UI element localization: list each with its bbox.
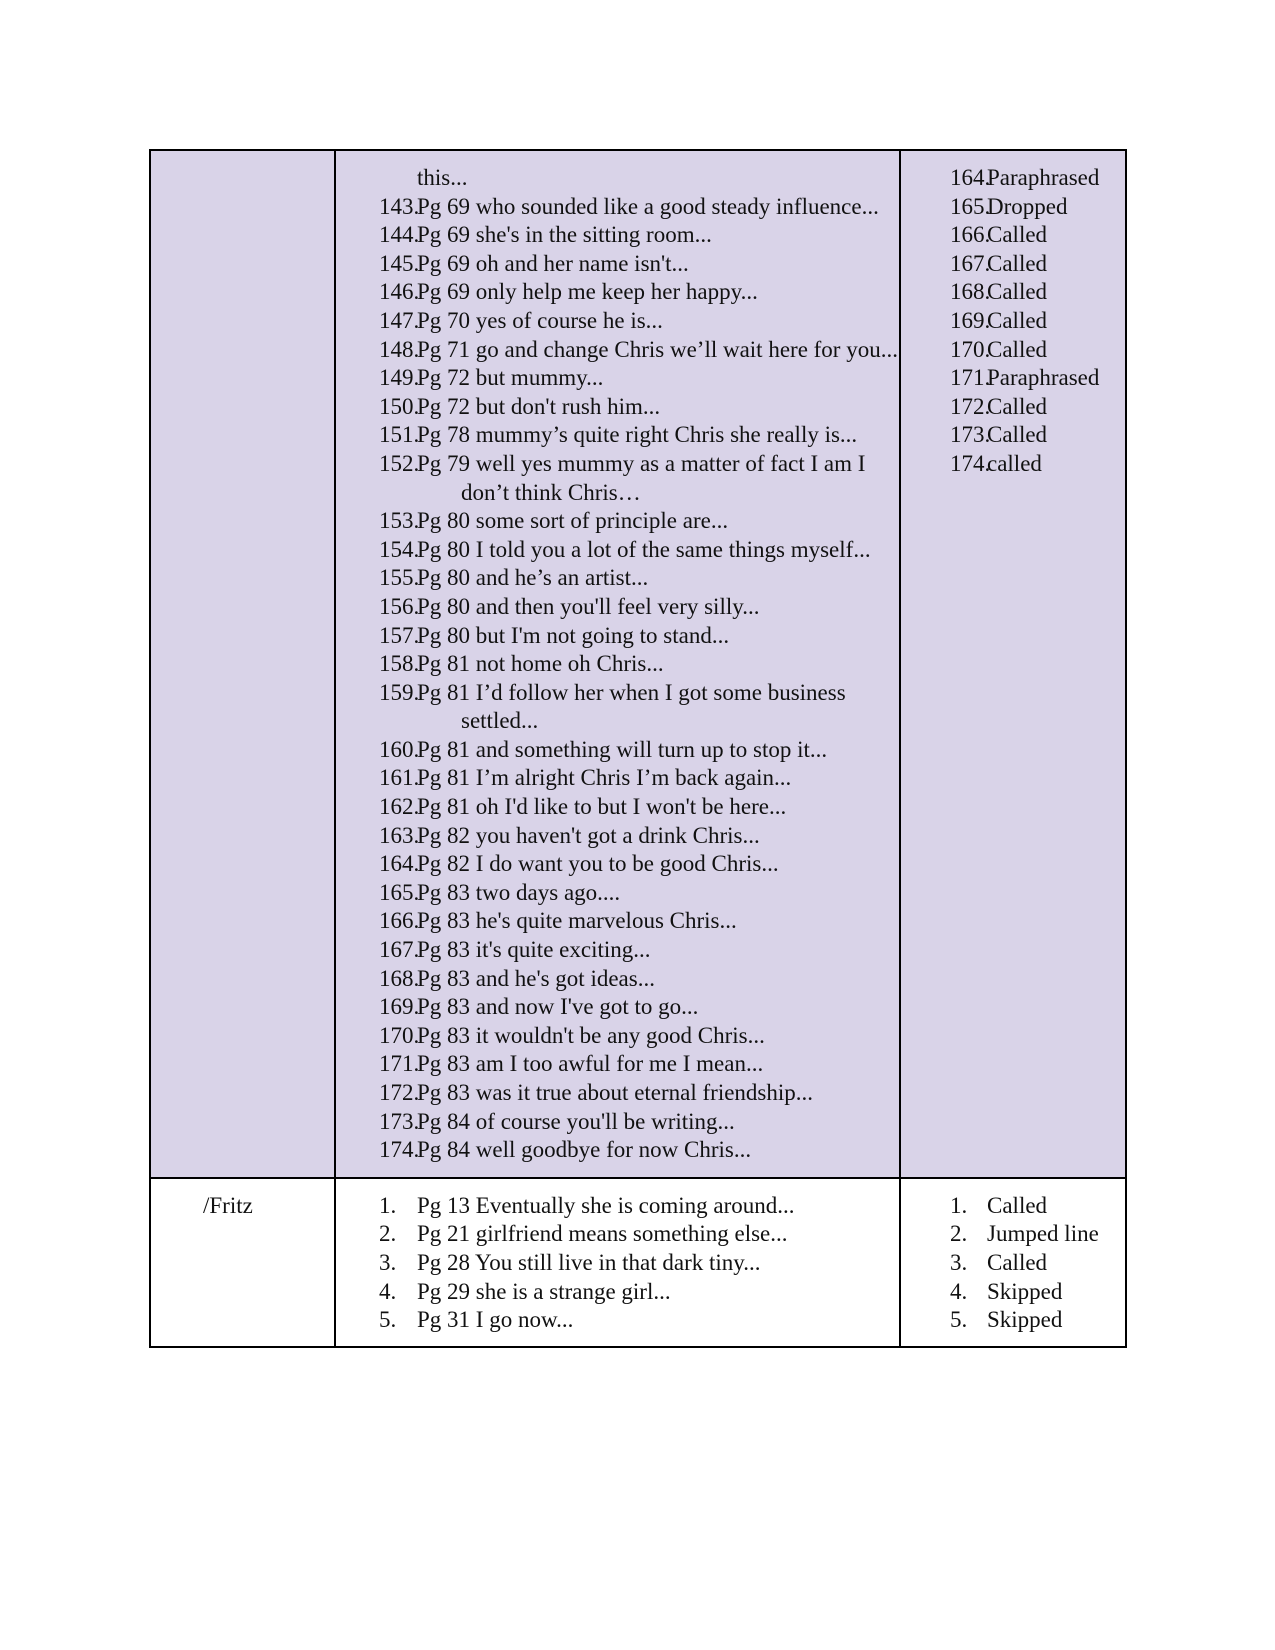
line-number: 167. (379, 937, 420, 963)
line-item (379, 278, 899, 307)
line-item (379, 593, 899, 622)
line-text: Pg 83 and he's got ideas... (417, 965, 655, 991)
line-item (379, 650, 899, 679)
line-item (379, 193, 899, 222)
line-text: Pg 13 Eventually she is coming around... (417, 1192, 795, 1218)
result-number: 1. (950, 1192, 968, 1218)
line-item (379, 907, 899, 936)
result-number: 164. (950, 165, 991, 190)
line-number: 145. (379, 250, 420, 276)
line-text: Pg 84 of course you'll be writing... (417, 1108, 735, 1134)
line-number: 174. (379, 1137, 420, 1163)
results-list (950, 164, 1125, 479)
table-row (150, 150, 1126, 1178)
line-item (379, 822, 899, 851)
result-number: 3. (950, 1249, 968, 1275)
line-item (379, 393, 899, 422)
line-item (379, 536, 899, 565)
result-item (950, 336, 1125, 365)
line-text: Pg 69 who sounded like a good steady influence... (417, 193, 879, 219)
result-number: 171. (950, 365, 991, 391)
line-text: Pg 28 You still live in that dark tiny... (417, 1249, 761, 1275)
line-number: 146. (379, 279, 420, 305)
line-item (379, 1050, 899, 1079)
line-text: Pg 80 but I'm not going to stand... (417, 622, 730, 648)
line-text: Pg 81 I’m alright Chris I’m back again... (417, 765, 792, 791)
line-text: Pg 78 mummy’s quite right Chris she really is... (417, 422, 858, 448)
lines-list (379, 193, 899, 1165)
line-item (379, 1136, 899, 1165)
notes-table (149, 149, 1127, 1348)
line-item (379, 1306, 899, 1335)
result-text: Dropped (987, 193, 1068, 219)
results-cell (900, 1178, 1126, 1347)
line-number: 151. (379, 422, 420, 448)
line-number: 166. (379, 908, 420, 934)
table-row (150, 1178, 1126, 1347)
character-name: /Fritz (203, 1192, 253, 1218)
line-item (379, 850, 899, 879)
result-text: Called (987, 1192, 1048, 1218)
result-item (950, 1278, 1125, 1307)
line-number: 155. (379, 565, 420, 591)
line-text: Pg 83 it wouldn't be any good Chris... (417, 1022, 765, 1048)
line-number: 150. (379, 393, 420, 419)
line-number: 158. (379, 651, 420, 677)
result-number: 4. (950, 1278, 968, 1304)
line-text: Pg 81 not home oh Chris... (417, 651, 664, 677)
result-item (950, 193, 1125, 222)
result-number: 168. (950, 279, 991, 305)
line-continuation: this... (417, 165, 468, 190)
line-text: Pg 83 two days ago.... (417, 879, 621, 905)
line-number: 172. (379, 1080, 420, 1105)
line-number: 160. (379, 736, 420, 762)
line-item (379, 1192, 899, 1221)
result-item (950, 307, 1125, 336)
result-text: Called (987, 222, 1048, 248)
line-number: 170. (379, 1022, 420, 1048)
result-item (950, 278, 1125, 307)
line-number: 143. (379, 193, 420, 219)
line-item (379, 421, 899, 450)
line-text: Pg 69 only help me keep her happy... (417, 279, 758, 305)
line-number: 163. (379, 822, 420, 848)
line-number: 5. (379, 1307, 397, 1333)
line-text: Pg 69 she's in the sitting room... (417, 222, 712, 248)
result-item (950, 1306, 1125, 1335)
line-number: 154. (379, 536, 420, 562)
result-item (950, 1192, 1125, 1221)
line-item (379, 965, 899, 994)
line-text: Pg 72 but mummy... (417, 365, 604, 391)
result-number: 5. (950, 1307, 968, 1333)
line-number: 148. (379, 336, 420, 362)
result-number: 165. (950, 193, 991, 219)
result-text: Called (987, 1249, 1048, 1275)
line-number: 161. (379, 765, 420, 791)
line-text: Pg 83 he's quite marvelous Chris... (417, 908, 737, 934)
result-number: 174. (950, 450, 991, 476)
line-item (379, 507, 899, 536)
result-item (950, 450, 1125, 479)
line-item (379, 736, 899, 765)
line-number: 168. (379, 965, 420, 991)
line-item (379, 336, 899, 365)
result-text: Paraphrased (987, 365, 1100, 391)
line-item (379, 1249, 899, 1278)
line-number: 171. (379, 1051, 420, 1077)
line-number: 2. (379, 1221, 397, 1247)
line-text: Pg 69 oh and her name isn't... (417, 250, 689, 276)
line-item (379, 879, 899, 908)
line-text: Pg 80 some sort of principle are... (417, 508, 729, 534)
line-text: Pg 82 I do want you to be good Chris... (417, 851, 779, 877)
line-number: 173. (379, 1108, 420, 1134)
line-text: Pg 29 she is a strange girl... (417, 1278, 671, 1304)
line-item (379, 450, 899, 507)
line-text: Pg 21 girlfriend means something else... (417, 1221, 788, 1247)
result-number: 170. (950, 336, 991, 362)
line-item (379, 364, 899, 393)
line-text: Pg 83 it's quite exciting... (417, 937, 651, 963)
line-text: Pg 81 oh I'd like to but I won't be here... (417, 794, 787, 820)
line-text: Pg 80 and he’s an artist... (417, 565, 649, 591)
line-text: Pg 31 I go now... (417, 1307, 574, 1333)
result-item (950, 421, 1125, 450)
line-text: Pg 81 and something will turn up to stop it... (417, 736, 828, 762)
line-number: 156. (379, 593, 420, 619)
line-item (379, 1079, 899, 1108)
line-item (379, 1220, 899, 1249)
line-number: 157. (379, 622, 420, 648)
line-number: 144. (379, 222, 420, 248)
line-item (379, 307, 899, 336)
line-number: 149. (379, 365, 420, 391)
line-item (379, 1108, 899, 1137)
result-text: Called (987, 422, 1048, 448)
character-name (151, 151, 334, 164)
line-number: 147. (379, 307, 420, 333)
line-text: Pg 84 well goodbye for now Chris... (417, 1137, 752, 1163)
line-number: 152. (379, 450, 420, 476)
line-number: 1. (379, 1192, 397, 1218)
lines-list (379, 1192, 899, 1335)
result-text: Jumped line (987, 1221, 1099, 1247)
result-item (950, 364, 1125, 393)
character-cell (150, 150, 335, 1178)
results-list (950, 1192, 1125, 1335)
line-number: 153. (379, 508, 420, 534)
result-text: Paraphrased (987, 165, 1100, 190)
result-text: Skipped (987, 1278, 1063, 1304)
line-text: Pg 83 and now I've got to go... (417, 994, 699, 1020)
line-item (379, 936, 899, 965)
line-text: Pg 83 was it true about eternal friendship... (417, 1080, 814, 1105)
line-item (379, 1022, 899, 1051)
line-text: Pg 71 go and change Chris we’ll wait here for you... (417, 336, 898, 362)
result-item (950, 221, 1125, 250)
line-item (379, 622, 899, 651)
line-text: Pg 70 yes of course he is... (417, 307, 663, 333)
line-number: 4. (379, 1278, 397, 1304)
line-item (379, 250, 899, 279)
result-number: 172. (950, 393, 991, 419)
result-text: called (987, 450, 1042, 476)
line-item (379, 793, 899, 822)
result-text: Called (987, 307, 1048, 333)
line-item (379, 764, 899, 793)
result-item (950, 1249, 1125, 1278)
result-number: 169. (950, 307, 991, 333)
line-number: 159. (379, 679, 420, 705)
result-number: 167. (950, 250, 991, 276)
result-number: 173. (950, 422, 991, 448)
character-cell (150, 1178, 335, 1347)
line-number: 164. (379, 851, 420, 877)
result-text: Called (987, 279, 1048, 305)
line-number: 169. (379, 994, 420, 1020)
result-item (950, 393, 1125, 422)
results-cell (900, 150, 1126, 1178)
result-item (950, 250, 1125, 279)
line-text: Pg 83 am I too awful for me I mean... (417, 1051, 764, 1077)
lines-cell (335, 150, 900, 1178)
result-text: Called (987, 250, 1048, 276)
line-text: Pg 82 you haven't got a drink Chris... (417, 822, 760, 848)
result-item (950, 1220, 1125, 1249)
line-text: Pg 81 I’d follow her when I got some business settled... (417, 679, 846, 734)
line-item (379, 679, 899, 736)
result-text: Called (987, 393, 1048, 419)
line-number: 3. (379, 1249, 397, 1275)
line-item (379, 221, 899, 250)
line-number: 165. (379, 879, 420, 905)
line-text: Pg 80 I told you a lot of the same things myself... (417, 536, 871, 562)
line-item (379, 564, 899, 593)
line-item (379, 1278, 899, 1307)
result-item (950, 164, 1125, 193)
lines-cell (335, 1178, 900, 1347)
result-text: Skipped (987, 1307, 1063, 1333)
line-text: Pg 72 but don't rush him... (417, 393, 661, 419)
result-number: 166. (950, 222, 991, 248)
line-item (379, 993, 899, 1022)
line-number: 162. (379, 794, 420, 820)
line-text: Pg 80 and then you'll feel very silly... (417, 593, 760, 619)
line-text: Pg 79 well yes mummy as a matter of fact I am I don’t think Chris… (417, 450, 866, 505)
result-number: 2. (950, 1221, 968, 1247)
result-text: Called (987, 336, 1048, 362)
